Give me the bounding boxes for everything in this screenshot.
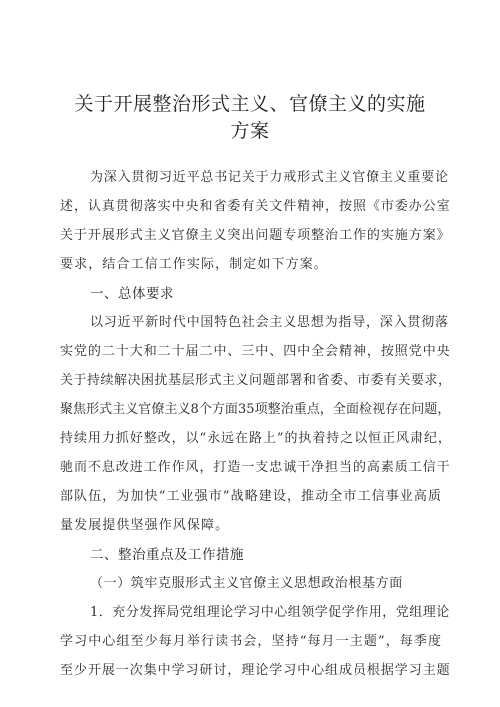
section1-line: 以习近平新时代中国特色社会主义思想为指导，深入贯彻落 bbox=[90, 315, 449, 330]
section1-line: 部队伍，为加快“工业强市”战略建设，推动全市工信事业高质 bbox=[60, 489, 443, 504]
item1-line: 1．充分发挥局党组理论学习中心组领学促学作用，党组理论 bbox=[90, 605, 450, 620]
section-heading-2: 二、整治重点及工作措施 bbox=[90, 547, 244, 563]
section-heading-1: 一、总体要求 bbox=[90, 286, 174, 302]
section1-line: 持续用力抓好整改，以“永远在路上”的执着持之以恒正风肃纪， bbox=[60, 431, 452, 446]
intro-line: 为深入贯彻习近平总书记关于力戒形式主义官僚主义重要论 bbox=[90, 170, 449, 185]
section1-line: 实党的二十大和二十届二中、三中、四中全会精神，按照党中央 bbox=[60, 344, 451, 359]
item1-line: 至少开展一次集中学习研讨，理论学习中心组成员根据学习主题 bbox=[60, 663, 451, 678]
intro-line: 关于开展形式主义官僚主义突出问题专项整治工作的实施方案》 bbox=[60, 228, 451, 243]
intro-line: 要求，结合工信工作实际，制定如下方案。 bbox=[60, 257, 328, 272]
section1-line: 聚焦形式主义官僚主义8个方面35项整治重点，全面检视存在问题， bbox=[60, 402, 451, 417]
intro-line: 述，认真贯彻落实中央和省委有关文件精神，按照《市委办公室 bbox=[60, 199, 451, 214]
section1-line: 驰而不息改进工作作风，打造一支忠诚干净担当的高素质工信干 bbox=[60, 460, 451, 475]
item1-line: 学习中心组至少每月举行读书会，坚持“每月一主题”，每季度 bbox=[60, 634, 443, 649]
section1-line: 量发展提供坚强作风保障。 bbox=[60, 518, 230, 533]
document-title-line-2: 方案 bbox=[230, 120, 270, 142]
section1-line: 关于持续解决困扰基层形式主义问题部署和省委、市委有关要求， bbox=[60, 373, 452, 388]
subsection-heading-1: （一）筑牢克服形式主义官僚主义思想政治根基方面 bbox=[90, 576, 403, 591]
document-title-line-1: 关于开展整治形式主义、官僚主义的实施 bbox=[74, 93, 426, 115]
